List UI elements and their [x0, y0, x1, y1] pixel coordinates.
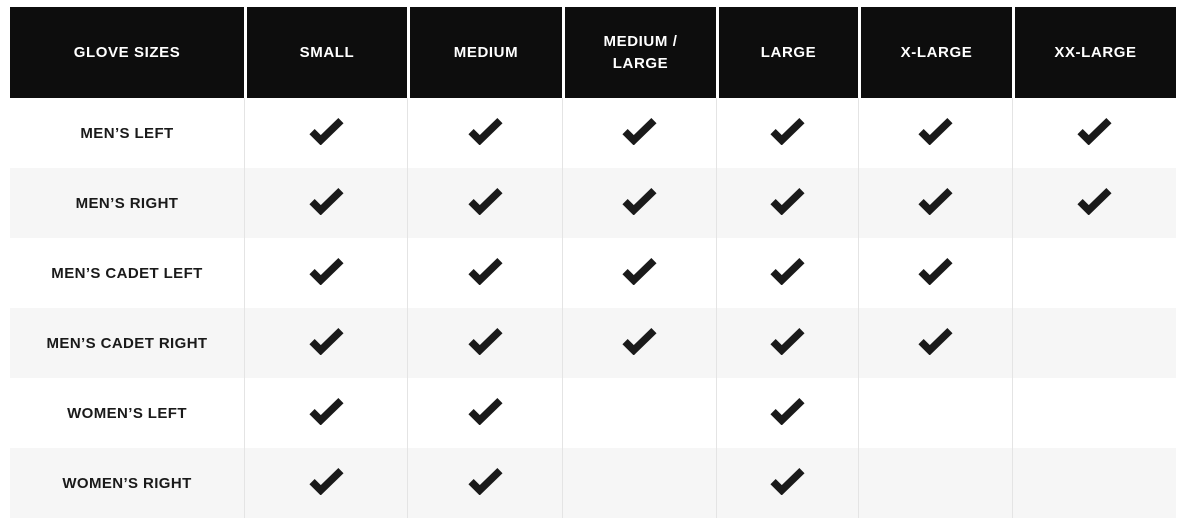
- check-icon: [308, 467, 345, 495]
- check-cell: [407, 168, 562, 238]
- table-row: [10, 378, 1176, 448]
- empty-cell: [562, 378, 716, 448]
- row-label: MEN’S CADET LEFT: [10, 238, 244, 308]
- empty-cell: [858, 378, 1012, 448]
- check-icon: [467, 187, 504, 215]
- empty-cell: [562, 448, 716, 518]
- check-icon: [467, 467, 504, 495]
- table-row: [10, 238, 1176, 308]
- check-cell: [244, 168, 407, 238]
- check-cell: [716, 448, 858, 518]
- check-cell: [858, 308, 1012, 378]
- header-cell-medium: MEDIUM: [407, 7, 562, 98]
- check-icon: [1076, 117, 1113, 145]
- check-icon: [621, 117, 658, 145]
- check-icon: [917, 187, 954, 215]
- empty-cell: [1012, 448, 1176, 518]
- row-label: MEN’S LEFT: [10, 98, 244, 168]
- check-cell: [244, 238, 407, 308]
- check-icon: [1076, 187, 1113, 215]
- check-cell: [407, 448, 562, 518]
- check-cell: [858, 168, 1012, 238]
- empty-cell: [1012, 238, 1176, 308]
- check-cell: [716, 378, 858, 448]
- glove-size-table: [10, 7, 1176, 518]
- check-cell: [1012, 168, 1176, 238]
- check-icon: [308, 327, 345, 355]
- check-cell: [244, 448, 407, 518]
- empty-cell: [1012, 378, 1176, 448]
- check-cell: [562, 98, 716, 168]
- check-icon: [308, 187, 345, 215]
- table-header-row: [10, 7, 1176, 98]
- header-cell-glove-sizes: GLOVE SIZES: [10, 7, 244, 98]
- check-cell: [716, 168, 858, 238]
- row-label: WOMEN’S RIGHT: [10, 448, 244, 518]
- check-icon: [308, 117, 345, 145]
- check-icon: [769, 117, 806, 145]
- check-cell: [562, 238, 716, 308]
- check-icon: [917, 257, 954, 285]
- check-cell: [407, 238, 562, 308]
- check-cell: [407, 98, 562, 168]
- check-icon: [621, 257, 658, 285]
- check-icon: [621, 327, 658, 355]
- check-icon: [769, 327, 806, 355]
- check-icon: [917, 327, 954, 355]
- check-icon: [467, 327, 504, 355]
- row-label: WOMEN’S LEFT: [10, 378, 244, 448]
- empty-cell: [1012, 308, 1176, 378]
- table-row: [10, 448, 1176, 518]
- check-cell: [716, 98, 858, 168]
- check-cell: [244, 378, 407, 448]
- table-row: [10, 168, 1176, 238]
- header-cell-xx-large: XX-LARGE: [1012, 7, 1176, 98]
- check-icon: [917, 117, 954, 145]
- empty-cell: [858, 448, 1012, 518]
- check-cell: [858, 238, 1012, 308]
- check-icon: [769, 257, 806, 285]
- row-label: MEN’S RIGHT: [10, 168, 244, 238]
- check-icon: [769, 187, 806, 215]
- table-row: [10, 98, 1176, 168]
- header-cell-small: SMALL: [244, 7, 407, 98]
- check-cell: [407, 378, 562, 448]
- check-cell: [244, 98, 407, 168]
- check-icon: [467, 117, 504, 145]
- check-cell: [858, 98, 1012, 168]
- check-cell: [562, 308, 716, 378]
- row-label: MEN’S CADET RIGHT: [10, 308, 244, 378]
- check-cell: [716, 238, 858, 308]
- check-cell: [562, 168, 716, 238]
- check-cell: [1012, 98, 1176, 168]
- check-cell: [716, 308, 858, 378]
- table-row: [10, 308, 1176, 378]
- check-icon: [467, 397, 504, 425]
- check-cell: [407, 308, 562, 378]
- check-icon: [308, 397, 345, 425]
- check-icon: [769, 467, 806, 495]
- header-cell-large: LARGE: [716, 7, 858, 98]
- header-cell-x-large: X-LARGE: [858, 7, 1012, 98]
- check-icon: [467, 257, 504, 285]
- check-icon: [769, 397, 806, 425]
- check-icon: [621, 187, 658, 215]
- check-icon: [308, 257, 345, 285]
- check-cell: [244, 308, 407, 378]
- header-cell-medium-large: MEDIUM / LARGE: [562, 7, 716, 98]
